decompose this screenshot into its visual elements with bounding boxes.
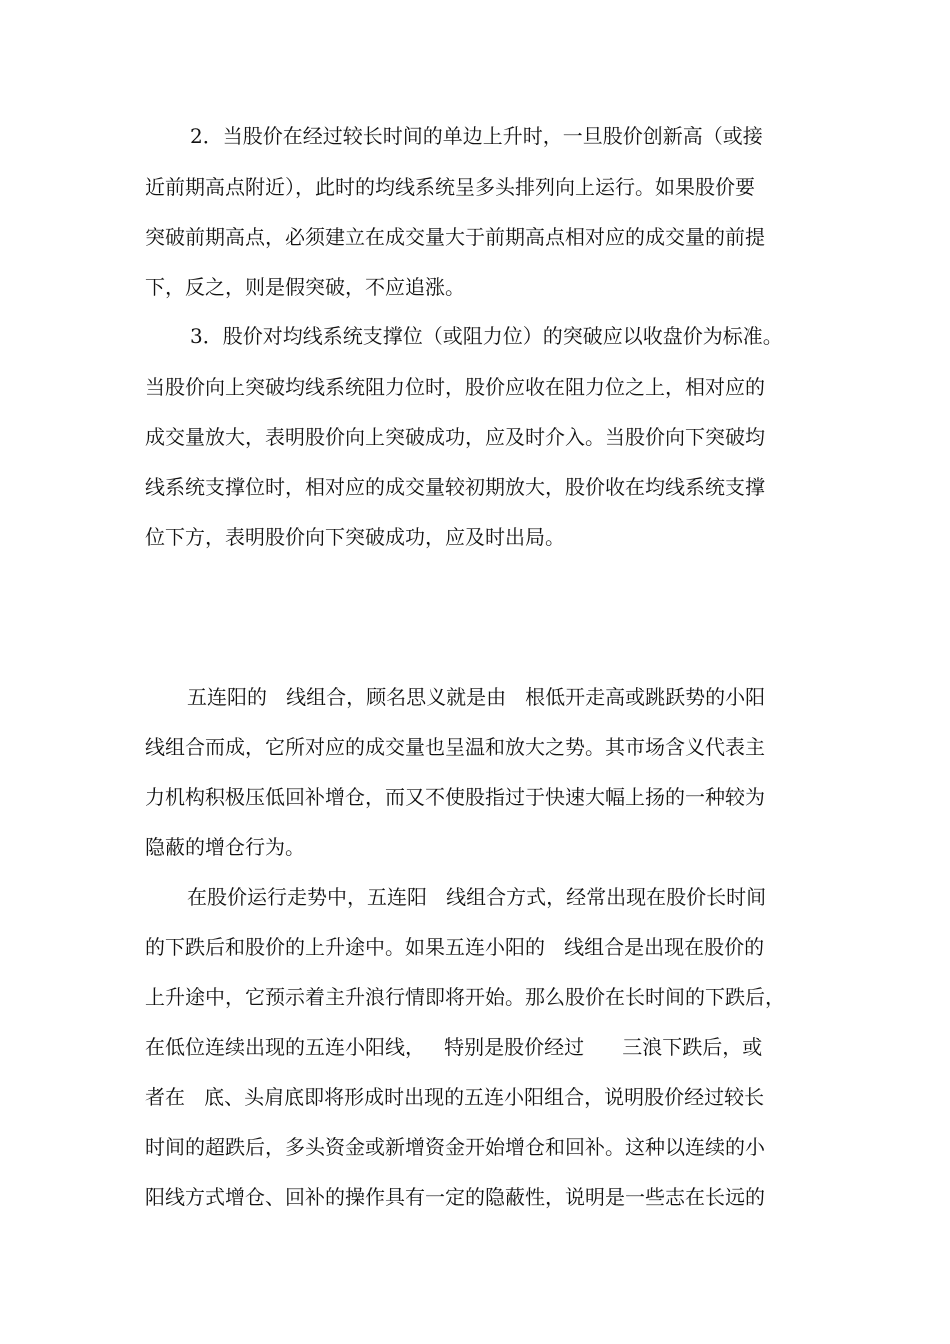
- paragraph-line: 位下方，表明股价向下突破成功，应及时出局。: [145, 525, 565, 549]
- paragraph-line: 上升途中，它预示着主升浪行情即将开始。那么股价在长时间的下跌后，: [145, 985, 785, 1009]
- paragraph-line: 阳线方式增仓、回补的操作具有一定的隐蔽性，说明是一些志在长远的: [145, 1185, 765, 1209]
- paragraph-line: 力机构积极压低回补增仓，而又不使股指过于快速大幅上扬的一种较为: [145, 785, 765, 809]
- paragraph-line: 近前期高点附近），此时的均线系统呈多头排列向上运行。如果股价要: [145, 175, 755, 199]
- paragraph-line: 隐蔽的增仓行为。: [145, 835, 305, 859]
- paragraph-line: 在股价运行走势中，五连阳 线组合方式，经常出现在股价长时间: [187, 885, 767, 909]
- paragraph-line: 者在 底、头肩底即将形成时出现的五连小阳组合，说明股价经过较长: [145, 1085, 765, 1109]
- paragraph-line: 成交量放大，表明股价向上突破成功，应及时介入。当股价向下突破均: [145, 425, 765, 449]
- paragraph-line: 在低位连续出现的五连小阳线， 特别是股价经过 三浪下跌后，或: [145, 1035, 763, 1059]
- paragraph-line: 下，反之，则是假突破，不应追涨。: [145, 275, 465, 299]
- paragraph-line: 3．股价对均线系统支撑位（或阻力位）的突破应以收盘价为标准。: [190, 324, 783, 348]
- paragraph-line: 2．当股价在经过较长时间的单边上升时，一旦股价创新高（或接: [190, 124, 763, 148]
- paragraph-line: 的下跌后和股价的上升途中。如果五连小阳的 线组合是出现在股价的: [145, 935, 765, 959]
- paragraph-line: 突破前期高点，必须建立在成交量大于前期高点相对应的成交量的前提: [145, 225, 765, 249]
- paragraph-line: 当股价向上突破均线系统阻力位时，股价应收在阻力位之上，相对应的: [145, 375, 765, 399]
- paragraph-line: 线组合而成，它所对应的成交量也呈温和放大之势。其市场含义代表主: [145, 735, 765, 759]
- paragraph-line: 线系统支撑位时，相对应的成交量较初期放大，股价收在均线系统支撑: [145, 475, 765, 499]
- paragraph-line: 五连阳的 线组合，顾名思义就是由 根低开走高或跳跃势的小阳: [187, 685, 766, 709]
- paragraph-line: 时间的超跌后，多头资金或新增资金开始增仓和回补。这种以连续的小: [145, 1135, 765, 1159]
